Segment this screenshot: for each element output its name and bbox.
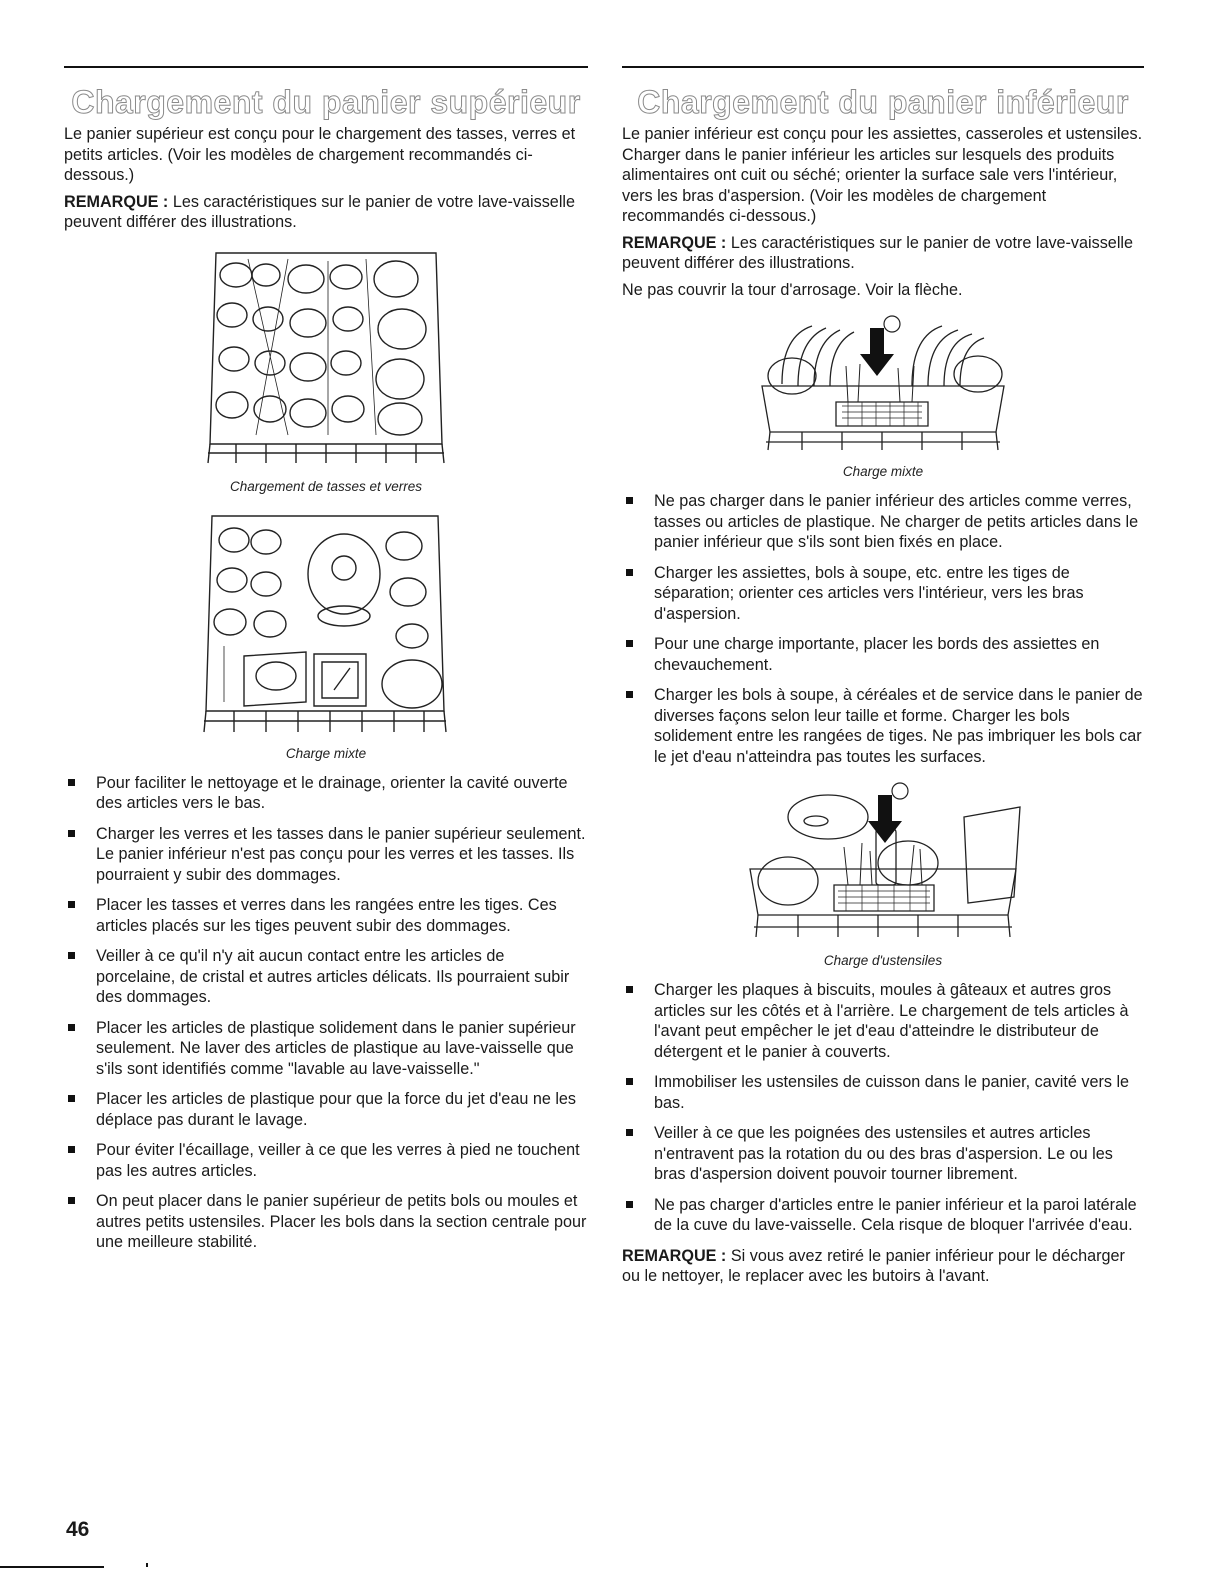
upper-rack-cups-illustration [196, 239, 456, 471]
note-text: Les caractéristiques sur le panier de votre lave-vaisselle peuvent différer des illustrations. [622, 233, 1134, 272]
list-item: Charger les assiettes, bols à soupe, etc. entre les tiges de séparation; orienter ces articles vers l'intérieur, vers les bras d'aspersion. [622, 563, 1144, 625]
list-item: Charger les bols à soupe, à céréales et de service dans le panier de diverses façons selon leur taille et forme. Charger les bols solidement entre les rangées de tiges. Ne pas imbriquer les bols car le jet d'eau n'atteindra pas toutes les surfaces. [622, 685, 1144, 767]
lower-rack-bullet-list-2 [622, 980, 1144, 1236]
upper-rack-caption-mixed: Charge mixte [285, 745, 367, 761]
lower-rack-final-note [622, 1246, 1144, 1287]
list-item: On peut placer dans le panier supérieur de petits bols ou moules et autres petits ustensiles. Placer les bols dans la section centrale pour une meilleure stabilité. [64, 1191, 588, 1253]
list-item: Pour une charge importante, placer les bords des assiettes en chevauchement. [622, 634, 1144, 675]
upper-rack-note [64, 192, 588, 233]
list-item: Pour éviter l'écaillage, veiller à ce que les verres à pied ne touchent pas les autres articles. [64, 1140, 588, 1181]
lower-rack-mixed-illustration [752, 306, 1014, 456]
footer-tick [146, 1563, 148, 1567]
note-label: REMARQUE : [622, 233, 727, 252]
list-item: Placer les articles de plastique solidement dans le panier supérieur seulement. Ne laver des articles de plastique au lave-vaisselle que s'ils sont identifiés comme "lavable au lave-vaisselle." [64, 1018, 588, 1080]
spray-tower-arrow [860, 328, 894, 376]
upper-rack-bullet-list [64, 773, 588, 1253]
lower-rack-intro: Le panier inférieur est conçu pour les assiettes, casseroles et ustensiles. Charger dans le panier inférieur les articles sur lesquels des produits alimentaires ont cuit ou séché; orienter la surface sale vers l'intérieur, vers les bras d'aspersion. (Voir les modèles de chargement recommandés ci-dessous.) [622, 125, 1143, 225]
lower-rack-caption-mixed: Charge mixte [842, 464, 924, 479]
lower-rack-bullet-list-1 [622, 491, 1144, 767]
lower-rack-note [622, 233, 1144, 274]
footer-rule [0, 1566, 104, 1568]
list-item: Ne pas charger d'articles entre le panier inférieur et la paroi latérale de la cuve du lave-vaisselle. Cela risque de bloquer l'arrivée d'eau. [622, 1195, 1144, 1236]
note-label: REMARQUE : [64, 192, 169, 211]
right-column [622, 66, 1144, 1293]
upper-rack-intro: Le panier supérieur est conçu pour le chargement des tasses, verres et petits articles. (Voir les modèles de chargement recommandés ci-dessous.) [64, 125, 576, 184]
left-top-rule [64, 66, 588, 68]
list-item: Charger les plaques à biscuits, moules à gâteaux et autres gros articles sur les côtés et à l'arrière. Le chargement de tels articles à l'avant peut empêcher le jet d'eau d'atteindre le distributeur de détergent et le panier à couverts. [622, 980, 1144, 1062]
note-label: REMARQUE : [622, 1246, 727, 1265]
list-item: Veiller à ce qu'il n'y ait aucun contact entre les articles de porcelaine, de cristal et autres articles délicats. Ils pourraient subir des dommages. [64, 946, 588, 1008]
page-number: 46 [66, 1518, 90, 1541]
list-item: Immobiliser les ustensiles de cuisson dans le panier, cavité vers le bas. [622, 1072, 1144, 1113]
upper-rack-mixed-illustration [194, 506, 458, 738]
upper-rack-cups-figure [64, 239, 588, 471]
lower-rack-caption-utensils: Charge d'ustensiles [823, 953, 943, 968]
note-text: Les caractéristiques sur le panier de votre lave-vaisselle peuvent différer des illustrations. [64, 192, 576, 231]
list-item: Ne pas charger dans le panier inférieur des articles comme verres, tasses ou articles de plastique. Ne charger de petits articles dans le panier inférieur que s'ils sont bien fixés en place. [622, 491, 1144, 553]
right-top-rule [622, 66, 1144, 68]
list-item: Charger les verres et les tasses dans le panier supérieur seulement. Le panier inférieur n'est pas conçu pour les verres et les tasses. Ils pourraient y subir des dommages. [64, 824, 588, 886]
lower-rack-utensils-illustration [738, 777, 1028, 945]
list-item: Placer les articles de plastique pour que la force du jet d'eau ne les déplace pas durant le lavage. [64, 1089, 588, 1130]
list-item: Veiller à ce que les poignées des ustensiles et autres articles n'entravent pas la rotation du ou des bras d'aspersion. Le ou les bras d'aspersion doivent pouvoir tourner librement. [622, 1123, 1144, 1185]
left-column [64, 66, 588, 1263]
spray-tower-arrow [868, 795, 902, 843]
list-item: Pour faciliter le nettoyage et le drainage, orienter la cavité ouverte des articles vers le bas. [64, 773, 588, 814]
lower-rack-utensils-figure [622, 777, 1144, 945]
note-text: Si vous avez retiré le panier inférieur pour le décharger ou le nettoyer, le replacer avec les butoirs à l'avant. [622, 1246, 1125, 1285]
upper-rack-heading: Chargement du panier supérieur [71, 84, 581, 120]
tower-warning: Ne pas couvrir la tour d'arrosage. Voir la flèche. [622, 280, 963, 299]
list-item: Placer les tasses et verres dans les rangées entre les tiges. Ces articles placés sur les tiges peuvent subir des dommages. [64, 895, 588, 936]
lower-rack-mixed-figure [622, 306, 1144, 456]
upper-rack-mixed-figure [64, 506, 588, 738]
lower-rack-heading: Chargement du panier inférieur [637, 84, 1129, 120]
upper-rack-caption-cups: Chargement de tasses et verres [229, 478, 423, 494]
